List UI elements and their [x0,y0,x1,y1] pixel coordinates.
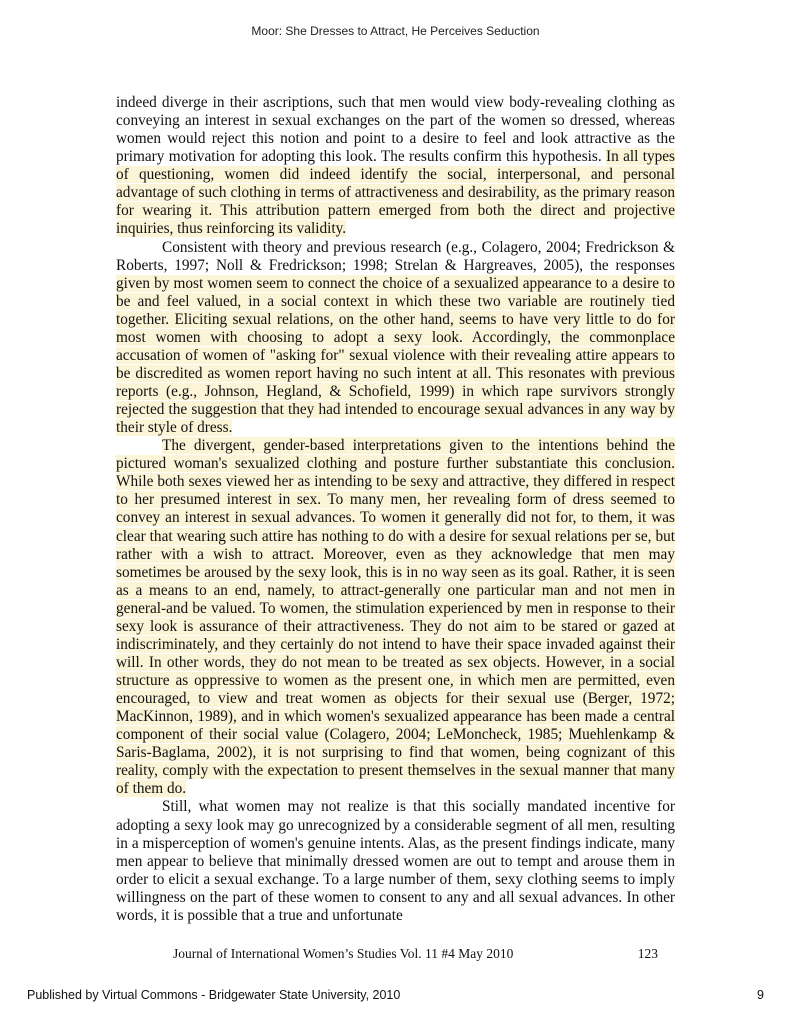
journal-page-number: 123 [637,946,658,961]
body-text [116,94,675,925]
pdf-page-number: 9 [757,988,764,1002]
paragraph-1 [116,94,675,239]
highlighted-passage-2: given by most women seem to connect the choice of a sexualized appearance to a desire to be and feel valued, in a social context in which these two variable are routinely tied together. Eliciting sexual relations, on the other hand, seems to have very little to do for most women with choosing to adopt a sexy look. Accordingly, the commonplace accusation of women of "asking for" sexual violence with their revealing attire appears to be discredited as women report having no such intent at all. This resonates with previous reports (e.g., Johnson, Hegland, & Schofield, 1999) in which rape survivors strongly rejected the suggestion that they had intended to encourage sexual advances in any way by their style of dress. [116,274,675,437]
paragraph-4: Still, what women may not realize is that this socially mandated incentive for adopting a sexy look may go unrecognized by a considerable segment of all men, resulting in a misperception of women's genuine intents. Alas, as the present findings indicate, many men appear to believe that minimally dressed women are out to tempt and arouse them in order to elicit a sexual exchange. To a large number of them, sexy clothing seems to imply willingness on the part of these women to consent to any and all sexual advances. In other words, it is possible that a true and unfortunate [116,798,675,924]
paragraph-2-text: Consistent with theory and previous research (e.g., Colagero, 2004; Fredrickson & Roberts, 1997; Noll & Fredrickson; 1998; Strelan & Hargreaves, 2005), the responses [116,238,675,274]
paragraph-1-text: indeed diverge in their ascriptions, such that men would view body-revealing clothing as conveying an interest in sexual exchanges on the part of the women so dressed, whereas women would reject this notion and point to a desire to feel and look attractive as the primary motivation for adopting this look. The results confirm this hypothesis. [116,94,675,166]
highlighted-passage-1: In all types of questioning, women did indeed identify the social, interpersonal, and personal advantage of such clothing in terms of attractiveness and desirability, as the primary reason for wearing it. This attribution pattern emerged from both the direct and projective inquiries, thus reinforcing its validity. [116,148,675,238]
paragraph-3 [116,437,675,798]
journal-citation: Journal of International Women’s Studies Vol. 11 #4 May 2010 [173,946,514,961]
paragraph-2 [116,239,675,438]
running-title: Moor: She Dresses to Attract, He Perceives Seduction [251,24,540,38]
highlighted-passage-3: The divergent, gender-based interpretations given to the intentions behind the pictured woman's sexualized clothing and posture further substantiate this conclusion. While both sexes viewed her as intending to be sexy and attractive, they differed in respect to her presumed interest in sex. To many men, her revealing form of dress seemed to convey an interest in sexual advances. To women it generally did not for, to them, it was clear that wearing such attire has nothing to do with a desire for sexual relations per se, but rather with a wish to attract. Moreover, even as they acknowledge that men may sometimes be aroused by the sexy look, this is in no way seen as its goal. Rather, it is seen as a means to an end, namely, to attract-generally one particular man and not men in general-and be valued. To women, the stimulation experienced by men in response to their sexy look is assurance of their attractiveness. They do not aim to be stared or gazed at indiscriminately, and they certainly do not intend to have their space invaded against their will. In other words, they do not mean to be treated as sex objects. However, in a social structure as oppressive to women as the present one, in which men are permitted, even encouraged, to view and treat women as objects for their sexual use (Berger, 1972; MacKinnon, 1989), and in which women's sexualized appearance has been made a central component of their social value (Colagero, 2004; LeMoncheck, 1985; Muehlenkamp & Saris-Baglama, 2002), it is not surprising to find that women, being cognizant of this reality, comply with the expectation to present themselves in the sexual manner that many of them do. [116,437,675,798]
publisher-credit: Published by Virtual Commons - Bridgewater State University, 2010 [27,988,401,1002]
